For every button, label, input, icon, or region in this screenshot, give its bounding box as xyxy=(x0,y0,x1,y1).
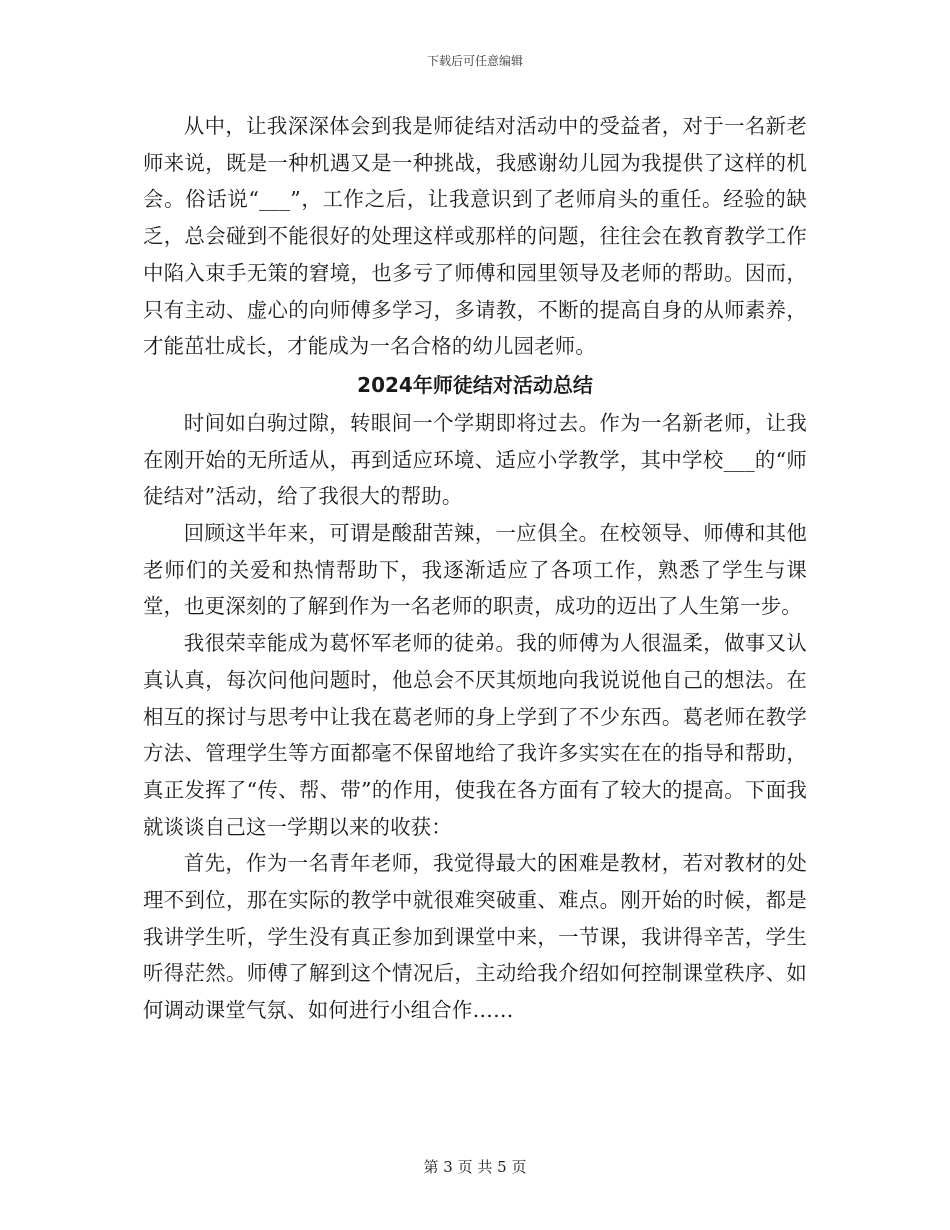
paragraph-1: 从中，让我深深体会到我是师徒结对活动中的受益者，对于一名新老师来说，既是一种机遇又是一种挑战，我感谢幼儿园为我提供了这样的机会。俗话说“___”，工作之后，让我意识到了老师肩头的重任。经验的缺乏，总会碰到不能很好的处理这样或那样的问题，往往会在教育教学工作中陷入束手无策的窘境，也多亏了师傅和园里领导及老师的帮助。因而，只有主动、虚心的向师傅多学习，多请教，不断的提高自身的从师素养，才能茁壮成长，才能成为一名合格的幼儿园老师。 xyxy=(143,114,807,359)
page-header: 下载后可任意编辑 xyxy=(426,54,523,68)
paragraph-2: 时间如白驹过隙，转眼间一个学期即将过去。作为一名新老师，让我在刚开始的无所适从，再到适应环境、适应小学教学，其中学校___的“师徒结对”活动，给了我很大的帮助。 xyxy=(143,410,807,509)
page-footer: 第 3 页 共 5 页 xyxy=(423,1158,527,1176)
paragraph-3: 回顾这半年来，可谓是酸甜苦辣，一应俱全。在校领导、师傅和其他老师们的关爱和热情帮助下，我逐渐适应了各项工作，熟悉了学生与课堂，也更深刻的了解到作为一名老师的职责，成功的迈出了人生第一步。 xyxy=(143,521,807,619)
section-heading: 2024年师徒结对活动总结 xyxy=(357,372,593,397)
paragraph-4: 我很荣幸能成为葛怀军老师的徒弟。我的师傅为人很温柔，做事又认真认真，每次问他问题时，他总会不厌其烦地向我说说他自己的想法。在相互的探讨与思考中让我在葛老师的身上学到了不少东西。葛老师在教学方法、管理学生等方面都毫不保留地给了我许多实实在在的指导和帮助，真正发挥了“传、帮、带”的作用，使我在各方面有了较大的提高。下面我就谈谈自己这一学期以来的收获： xyxy=(143,631,807,839)
paragraph-5: 首先，作为一名青年老师，我觉得最大的困难是教材，若对教材的处理不到位，那在实际的教学中就很难突破重、难点。刚开始的时候，都是我讲学生听，学生没有真正参加到课堂中来，一节课，我讲得辛苦，学生听得茫然。师傅了解到这个情况后，主动给我介绍如何控制课堂秩序、如何调动课堂气氛、如何进行小组合作…… xyxy=(143,851,807,1023)
document-body xyxy=(143,108,807,1029)
